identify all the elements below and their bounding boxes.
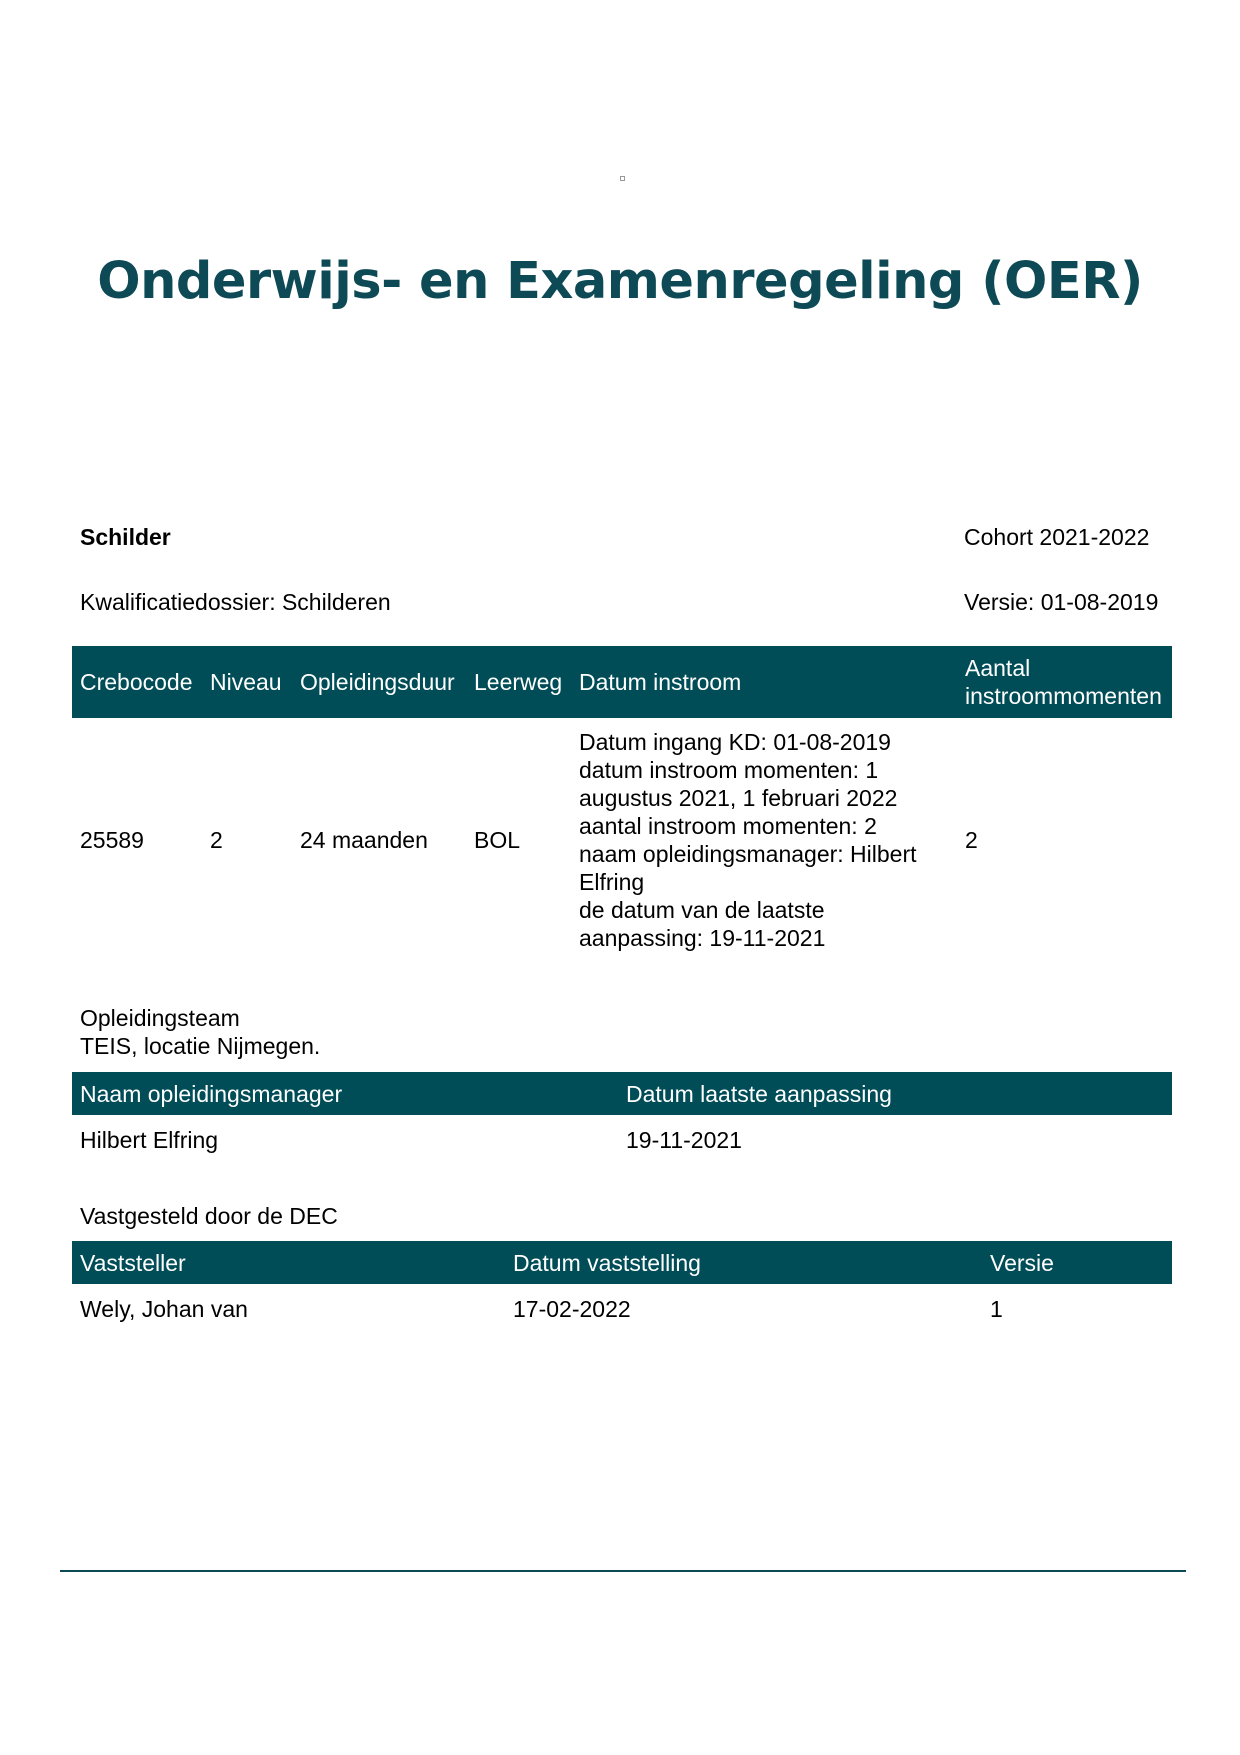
approval-table (72, 1241, 1172, 1334)
table-header-row (72, 1072, 1172, 1115)
footer-divider (60, 1570, 1186, 1572)
instroom-line: aantal instroom momenten: 2 (579, 813, 877, 839)
header-datum-instroom: Datum instroom (571, 646, 957, 718)
team-location: TEIS, locatie Nijmegen. (80, 1033, 321, 1059)
document-title: Onderwijs- en Examenregeling (OER) (97, 252, 1143, 311)
team-label: Opleidingsteam (80, 1005, 240, 1031)
cell-niveau: 2 (210, 827, 223, 853)
header-datum-laatste-aanpassing: Datum laatste aanpassing (618, 1072, 1172, 1115)
instroom-line: naam opleidingsmanager: Hilbert Elfring (579, 841, 917, 895)
instroom-line: Datum ingang KD: 01-08-2019 (579, 729, 891, 755)
cell-versie: 1 (990, 1296, 1003, 1322)
header-vaststeller: Vaststeller (72, 1241, 505, 1284)
table-row (72, 1115, 1172, 1165)
image-placeholder-icon (620, 176, 625, 181)
version-label: Versie: 01-08-2019 (964, 589, 1159, 615)
header-aantal-instroommomenten: Aantal instroommomenten (957, 646, 1172, 718)
cell-aantal: 2 (965, 827, 978, 853)
table-header-row (72, 1241, 1172, 1284)
cell-datum-vaststelling: 17-02-2022 (513, 1296, 631, 1322)
header-niveau: Niveau (202, 646, 292, 718)
header-naam-opleidingsmanager: Naam opleidingsmanager (72, 1072, 618, 1115)
header-datum-vaststelling: Datum vaststelling (505, 1241, 982, 1284)
table-row (72, 718, 1172, 962)
table-header-row (72, 646, 1172, 718)
cell-datum-instroom (571, 718, 957, 962)
cell-manager-name: Hilbert Elfring (80, 1127, 219, 1153)
cohort-label: Cohort 2021-2022 (964, 524, 1150, 550)
table-row (72, 1284, 1172, 1334)
cell-vaststeller: Wely, Johan van (80, 1296, 248, 1322)
program-details-table (72, 646, 1172, 962)
cell-duur: 24 maanden (300, 827, 428, 853)
program-name: Schilder (80, 524, 171, 550)
instroom-line: datum instroom momenten: 1 augustus 2021, 1 februari 2022 (579, 757, 898, 811)
header-leerweg: Leerweg (466, 646, 571, 718)
qualification-dossier: Kwalificatiedossier: Schilderen (80, 589, 391, 615)
cell-leerweg: BOL (474, 827, 521, 853)
instroom-line: de datum van de laatste aanpassing: 19-11-2021 (579, 897, 826, 951)
approval-label: Vastgesteld door de DEC (80, 1203, 338, 1229)
cell-crebocode: 25589 (80, 827, 144, 853)
manager-table (72, 1072, 1172, 1165)
header-versie: Versie (982, 1241, 1172, 1284)
cell-last-modified: 19-11-2021 (626, 1127, 742, 1153)
header-crebocode: Crebocode (72, 646, 202, 718)
header-opleidingsduur: Opleidingsduur (292, 646, 466, 718)
